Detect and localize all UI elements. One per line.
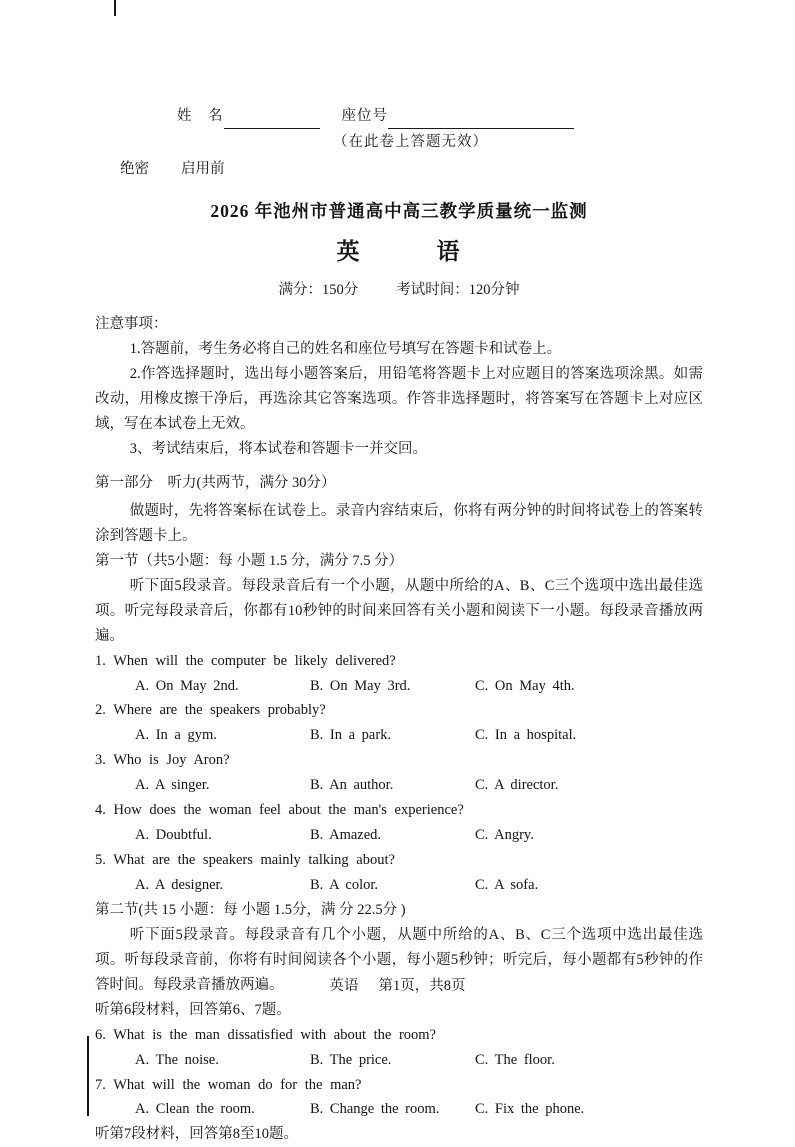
option-c: C. A director. (475, 777, 559, 794)
option-a: A. The noise. (135, 1051, 219, 1068)
notice-heading: 注意事项： (95, 316, 168, 333)
section2-instructions: 听下面5段录音。每段录音有几个小题，从题中所给的A、B、C三个选项中选出最佳选项。听每段录音前，你将有时间阅读各个小题，每小题5秒钟；听完后，每小题都有5秒钟的作答时间。每段录音播放两遍。 (95, 926, 703, 993)
option-b: B. In a park. (310, 727, 392, 744)
option-b: B. On May 3rd. (310, 677, 411, 694)
question-2-text: 2. Where are the speakers probably? (95, 702, 326, 719)
option-b: B. The price. (310, 1051, 392, 1068)
question-7 (95, 1073, 703, 1123)
material-6-line: 听第6段材料，回答第6、7题。 (95, 1001, 291, 1018)
open-before-label: 启用前 (181, 160, 225, 177)
question-7-text: 7. What will the woman do for the man? (95, 1076, 362, 1093)
part1-heading: 第一部分 听力(共两节，满分 30分） (95, 475, 336, 492)
footer-subject: 英语 (329, 978, 359, 994)
exam-title: 2026 年池州市普通高中高三教学质量统一监测 (210, 200, 588, 221)
score-row (95, 278, 703, 303)
option-a: A. A designer. (135, 877, 224, 894)
section2-heading: 第二节(共 15 小题：每 小题 1.5分，满 分 22.5分 ) (95, 901, 406, 918)
seat-number-blank-line (388, 113, 574, 129)
option-b: B. A color. (310, 877, 379, 894)
scan-artifact-top (114, 0, 116, 16)
option-a: A. On May 2nd. (135, 677, 239, 694)
student-fields-row (177, 104, 703, 129)
question-1 (95, 649, 703, 699)
notice-item-1: 1.答题前，考生务必将自己的姓名和座位号填写在答题卡和试卷上。 (129, 341, 562, 358)
question-5-options (95, 873, 703, 898)
page-footer (0, 974, 795, 995)
secret-label: 绝密 (120, 160, 149, 177)
section1-instructions: 听下面5段录音。每段录音后有一个小题，从题中所给的A、B、C三个选项中选出最佳选项。听完每段录音后，你都有10秒钟的时间来回答有关小题和阅读下一小题。每段录音播放两遍。 (95, 577, 703, 644)
question-5-text: 5. What are the speakers mainly talking about? (95, 852, 395, 869)
question-7-options (95, 1097, 703, 1122)
question-3-options (95, 773, 703, 798)
scan-artifact-bottom (87, 1036, 89, 1116)
option-c: C. Fix the phone. (475, 1101, 585, 1118)
notice-item-2: 2.作答选择题时，选出每小题答案后，用铅笔将答题卡上对应题目的答案选项涂黑。如需改动，用橡皮擦干净后，再选涂其它答案选项。作答非选择题时，将答案写在答题卡上对应区域，写在本试卷上无效。 (95, 366, 703, 433)
option-c: C. The floor. (475, 1051, 555, 1068)
option-c: C. A sofa. (475, 877, 539, 894)
seat-number-label: 座位号 (341, 108, 388, 124)
question-2 (95, 698, 703, 748)
question-4-options (95, 823, 703, 848)
exam-time-label: 考试时间：120分钟 (396, 282, 520, 299)
name-blank-line (224, 113, 320, 129)
question-4-text: 4. How does the woman feel about the man's experience? (95, 802, 464, 819)
question-5 (95, 848, 703, 898)
secret-row (120, 157, 703, 182)
part1-intro: 做题时，先将答案标在试卷上。录音内容结束后，你将有两分钟的时间将试卷上的答案转涂到答题卡上。 (95, 502, 703, 544)
option-b: B. Amazed. (310, 827, 382, 844)
question-1-text: 1. When will the computer be likely delivered? (95, 652, 396, 669)
option-c: C. Angry. (475, 827, 534, 844)
question-3-text: 3. Who is Joy Aron? (95, 752, 230, 769)
footer-page-number: 第1页，共8页 (378, 978, 466, 994)
option-a: A. A singer. (135, 777, 210, 794)
question-4 (95, 798, 703, 848)
question-1-options (95, 674, 703, 699)
subject-title: 英 语 (336, 238, 462, 264)
invalid-answer-note: （在此卷上答题无效） (333, 133, 488, 150)
option-a: A. Clean the room. (135, 1101, 255, 1118)
question-6-text: 6. What is the man dissatisfied with about the room? (95, 1026, 436, 1043)
option-c: C. In a hospital. (475, 727, 577, 744)
option-b: B. An author. (310, 777, 394, 794)
notice-item-3: 3、考试结束后，将本试卷和答题卡一并交回。 (129, 441, 428, 458)
question-2-options (95, 723, 703, 748)
option-a: A. In a gym. (135, 727, 217, 744)
option-b: B. Change the room. (310, 1101, 440, 1118)
name-label: 姓 名 (177, 108, 224, 124)
question-6-options (95, 1048, 703, 1073)
material-7-line: 听第7段材料，回答第8至10题。 (95, 1126, 298, 1143)
option-c: C. On May 4th. (475, 677, 575, 694)
question-3 (95, 748, 703, 798)
full-score-label: 满分：150分 (278, 282, 359, 299)
section1-heading: 第一节（共5小题：每 小题 1.5 分，满分 7.5 分） (95, 552, 404, 569)
option-a: A. Doubtful. (135, 827, 212, 844)
question-6 (95, 1023, 703, 1073)
